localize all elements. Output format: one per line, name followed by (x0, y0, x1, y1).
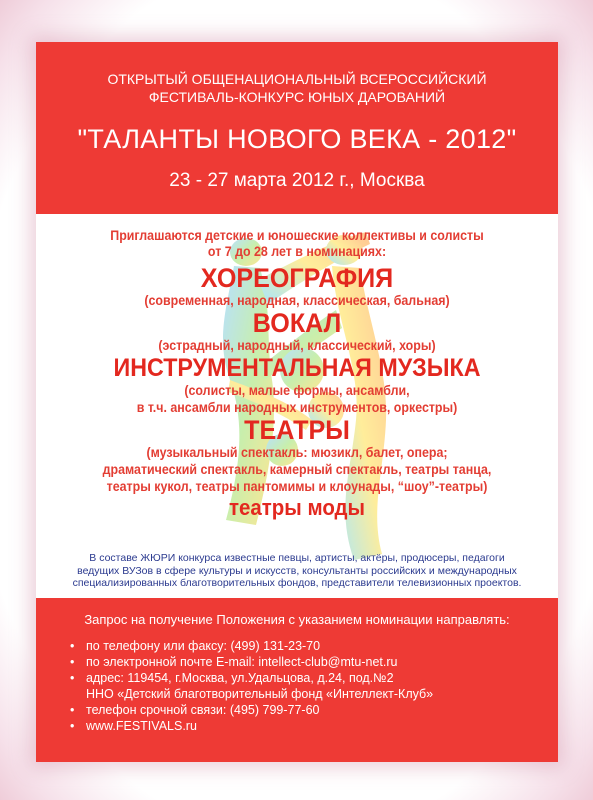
contact-organization: ННО «Детский благотворительный фонд «Интеллект-Клуб» (86, 687, 434, 701)
intro-line: от 7 до 28 лет в номинациях: (207, 244, 387, 259)
nomination-subtitle: в т.ч. ансамбли народных инструментов, оркестры) (136, 400, 458, 415)
contact-address: адрес: 119454, г.Москва, ул.Удальцова, д.24, под.№2 (86, 671, 394, 685)
nominations-text (36, 228, 558, 519)
bullet-icon: • (70, 719, 75, 733)
intro-line: Приглашаются детские и юношеские коллективы и солисты (110, 228, 484, 243)
bullet-icon: • (70, 703, 75, 717)
list-item (70, 654, 433, 670)
festival-poster (36, 42, 558, 762)
contact-email[interactable]: по электронной почте E-mail: intellect-club@mtu-net.ru (86, 655, 398, 669)
jury-line: ведущих ВУЗов в сфере культуры и искусств, консультанты российских и международных (77, 564, 517, 577)
nomination-subtitle: драматический спектакль, камерный спектакль, театры танца, (102, 462, 492, 477)
nomination-subtitle: (эстрадный, народный, классический, хоры) (158, 338, 436, 353)
nomination-title: ХОРЕОГРАФИЯ (200, 263, 394, 293)
organizer-text (36, 70, 558, 106)
festival-dates: 23 - 27 марта 2012 г., Москва (169, 170, 425, 191)
list-item (70, 718, 433, 734)
nomination-subtitle: (музыкальный спектакль: мюзикл, балет, опера; (146, 445, 448, 460)
nomination-title: театры моды (228, 495, 366, 520)
nomination-subtitle: театры кукол, театры пантомимы и клоунады, “шоу”-театры) (106, 479, 488, 494)
nominations-section (36, 214, 558, 598)
festival-title: "ТАЛАНТЫ НОВОГО ВЕКА - 2012" (77, 124, 517, 154)
bullet-icon: • (70, 639, 75, 653)
bullet-icon: • (70, 671, 75, 685)
nomination-title: ИНСТРУМЕНТАЛЬНАЯ МУЗЫКА (113, 354, 481, 382)
list-item (70, 670, 433, 702)
contact-urgent-phone: телефон срочной связи: (495) 799-77-60 (86, 703, 320, 717)
nomination-title: ВОКАЛ (252, 308, 342, 338)
jury-line: специализированных благотворительных фондов, представители телевизионных проектов. (72, 577, 522, 589)
header-band (36, 42, 558, 214)
list-item (70, 702, 433, 718)
jury-text (52, 552, 542, 590)
organizer-line: ФЕСТИВАЛЬ-КОНКУРС ЮНЫХ ДАРОВАНИЙ (148, 89, 446, 105)
nomination-subtitle: (солисты, малые формы, ансамбли, (184, 383, 410, 398)
bullet-icon: • (70, 655, 75, 669)
contact-phone: по телефону или факсу: (499) 131-23-70 (86, 639, 321, 653)
request-text: Запрос на получение Положения с указанием номинации направлять: (84, 612, 510, 627)
nomination-title: ТЕАТРЫ (244, 415, 350, 445)
organizer-line: ОТКРЫТЫЙ ОБЩЕНАЦИОНАЛЬНЫЙ ВСЕРОССИЙСКИЙ (107, 71, 487, 87)
contacts-band (36, 598, 558, 762)
nomination-subtitle: (современная, народная, классическая, бальная) (144, 293, 450, 308)
jury-line: В составе ЖЮРИ конкурса известные певцы, артисты, актёры, продюсеры, педагоги (89, 552, 505, 564)
website-link[interactable]: www.FESTIVALS.ru (86, 719, 197, 733)
contacts-list (70, 638, 433, 734)
list-item (70, 638, 433, 654)
